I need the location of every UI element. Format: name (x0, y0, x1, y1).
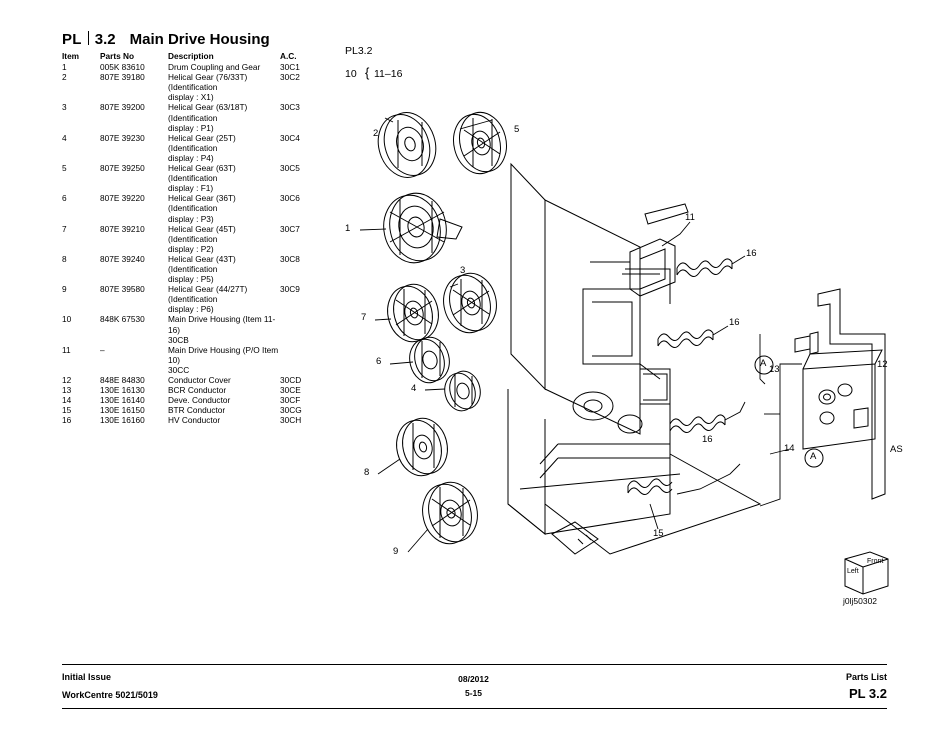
cell-ac (280, 345, 330, 365)
column-header-ac: A.C. (280, 51, 297, 61)
cell-description-line1: Helical Gear (45T) (Identification (168, 223, 236, 244)
cell-item: 3 (62, 102, 67, 113)
cell-description (168, 163, 280, 193)
cell-parts-no: 130E 16160 (100, 415, 145, 426)
cell-parts-no: 130E 16140 (100, 395, 145, 406)
cell-description-line1: Helical Gear (44/27T) (Identification (168, 284, 248, 305)
title-divider (88, 31, 89, 45)
orientation-label-front: Front (867, 558, 884, 565)
table-row (62, 314, 330, 334)
cell-ac: 30CE (280, 385, 301, 396)
exploded-view-diagram (340, 34, 910, 604)
cell-ac: 30C3 (280, 102, 300, 113)
cell-parts-no: 848E 84830 (100, 375, 145, 385)
cell-description-line1: Helical Gear (25T) (Identification (168, 132, 236, 153)
callout-8: 8 (364, 467, 370, 478)
cell-item: 4 (62, 132, 67, 143)
callout-7: 7 (361, 312, 367, 323)
cell-description-line1: Helical Gear (63/18T) (Identification (168, 102, 248, 123)
cell-parts-no: 807E 39220 (100, 193, 145, 204)
cell-item: 10 (62, 314, 72, 325)
cell-description (168, 102, 280, 132)
table-row-continuation (62, 365, 330, 375)
gear-5-art (447, 107, 512, 178)
cell-description: BCR Conductor (168, 385, 227, 396)
footer-rule-bottom (62, 708, 887, 709)
title-prefix: PL (62, 31, 82, 48)
column-header-item: Item (62, 51, 80, 61)
cell-description-line2: display : P5) (168, 274, 214, 285)
table-row-continuation (62, 335, 330, 345)
cell-description: Main Drive Housing (Item 11-16) (168, 314, 276, 335)
callout-16-low: 16 (702, 434, 713, 445)
diagram-artwork (340, 34, 910, 604)
cell-description: HV Conductor (168, 415, 221, 426)
callout-14: 14 (784, 443, 795, 454)
table-row (62, 385, 330, 395)
footer-page-number: 5-15 (464, 688, 482, 698)
cell-parts-no: 130E 16150 (100, 405, 145, 416)
cell-parts-no: 807E 39200 (100, 102, 145, 113)
orientation-label-left: Left (847, 568, 859, 575)
cell-item: 8 (62, 253, 67, 264)
callout-5: 5 (514, 124, 520, 135)
footer-issue: Initial Issue (62, 672, 112, 682)
callout-13: 13 (769, 364, 780, 375)
callout-11: 11 (685, 212, 695, 223)
cell-item: 6 (62, 193, 67, 204)
gear-7-art (382, 280, 444, 347)
cell-parts-no: 130E 16130 (100, 385, 145, 396)
cell-ac: 30C1 (280, 62, 300, 73)
item-11-bracket-art (630, 204, 688, 296)
cell-description: Drum Coupling and Gear (168, 62, 261, 73)
spring-16b-art (658, 330, 713, 348)
cell-parts-no: 848K 67530 (100, 314, 145, 325)
cell-item: 16 (62, 415, 72, 426)
cell-description-line2: display : P6) (168, 304, 214, 315)
main-drive-housing-art (508, 164, 760, 554)
table-header-row (62, 51, 330, 62)
spring-16c-art (670, 415, 725, 433)
table-row (62, 62, 330, 72)
cell-description (168, 224, 280, 254)
cell-ac-continuation: 30CB (168, 334, 189, 345)
cell-description: Main Drive Housing (P/O Item 10) (168, 344, 279, 365)
page-title (62, 30, 270, 48)
cell-description (168, 284, 280, 314)
cell-description-line2: display : P4) (168, 152, 214, 163)
table-row (62, 254, 330, 284)
cell-ac: 30C2 (280, 72, 300, 83)
callout-9: 9 (393, 546, 399, 557)
gear-9-art (416, 477, 483, 549)
cell-ac (280, 314, 330, 334)
cell-item: 7 (62, 223, 67, 234)
spring-16a-art (677, 259, 732, 277)
table-row (62, 133, 330, 163)
callout-12: 12 (877, 359, 888, 370)
cell-item: 5 (62, 163, 67, 174)
cell-description: Deve. Conductor (168, 395, 231, 406)
cell-ac: 30CH (280, 415, 302, 426)
cell-item: 2 (62, 72, 67, 83)
as-label: AS (890, 444, 903, 455)
cell-parts-no: 005K 83610 (100, 62, 145, 73)
callout-2: 2 (373, 128, 379, 139)
table-row (62, 193, 330, 223)
cell-description-line1: Helical Gear (43T) (Identification (168, 253, 236, 274)
gear-8-art (391, 414, 453, 481)
table-row (62, 395, 330, 405)
cell-ac: 30C8 (280, 253, 300, 264)
table-row (62, 163, 330, 193)
cell-description: BTR Conductor (168, 405, 226, 416)
callout-1: 1 (345, 223, 351, 234)
cell-parts-no: 807E 39240 (100, 253, 145, 264)
cell-item: 9 (62, 284, 67, 295)
group-brace: { (365, 65, 370, 80)
diagram-heading: PL3.2 (345, 45, 373, 57)
parts-table (62, 51, 330, 425)
cell-item: 14 (62, 395, 72, 406)
footer-date: 08/2012 (458, 674, 489, 684)
cell-parts-no: 807E 39180 (100, 72, 145, 83)
cell-ac: 30CF (280, 395, 301, 406)
table-row (62, 102, 330, 132)
cell-ac: 30CD (280, 375, 302, 385)
cell-description-line2: display : P2) (168, 243, 214, 254)
callout-3: 3 (460, 265, 466, 276)
gear-4-art (441, 368, 484, 414)
column-header-parts-no: Parts No (100, 51, 135, 61)
drawing-id: j0lj50302 (843, 596, 878, 606)
cell-description-line2: display : X1) (168, 92, 214, 103)
cell-description-line1: Helical Gear (63T) (Identification (168, 163, 236, 184)
column-header-description: Description (168, 51, 214, 61)
cell-description (168, 72, 280, 102)
table-row (62, 224, 330, 254)
cell-description: Conductor Cover (168, 375, 231, 385)
footer-rule-top (62, 664, 887, 665)
footer-model: WorkCentre 5021/5019 (62, 690, 158, 700)
cell-item: 11 (62, 344, 71, 355)
footer-section-code: PL 3.2 (848, 686, 887, 701)
cell-description-line1: Helical Gear (76/33T) (Identification (168, 72, 248, 93)
cell-parts-no: 807E 39580 (100, 284, 145, 295)
cell-parts-no: 807E 39250 (100, 163, 145, 174)
table-row (62, 345, 330, 365)
cell-description-line2: display : F1) (168, 183, 214, 194)
footer-section-label: Parts List (845, 672, 887, 682)
spring-15-art (628, 479, 672, 495)
cell-description-line1: Helical Gear (36T) (Identification (168, 193, 236, 214)
title-number: 3.2 (94, 31, 116, 48)
callout-4: 4 (411, 383, 417, 394)
table-row (62, 415, 330, 425)
callout-16-mid: 16 (729, 317, 740, 328)
cell-description (168, 193, 280, 223)
cell-parts-no: – (100, 344, 105, 355)
cell-description-line2: display : P3) (168, 213, 214, 224)
cell-parts-no: 807E 39230 (100, 132, 145, 143)
cell-ac: 30C4 (280, 132, 300, 143)
marker-a-label-1: A (760, 358, 767, 369)
gear-1-art (378, 188, 462, 268)
table-row (62, 284, 330, 314)
cell-ac: 30C5 (280, 163, 300, 174)
group-label: 10 (345, 68, 357, 80)
cell-item: 13 (62, 385, 72, 396)
cell-ac: 30CG (280, 405, 302, 416)
item-12-conductor-cover-art (803, 350, 882, 449)
table-row (62, 405, 330, 415)
gear-2-art (370, 106, 443, 184)
table-row (62, 375, 330, 385)
cell-ac: 30C9 (280, 284, 300, 295)
cell-ac: 30C6 (280, 193, 300, 204)
gear-3-art (438, 268, 503, 337)
cell-ac: 30C7 (280, 223, 300, 234)
cell-description (168, 254, 280, 284)
callout-6: 6 (376, 356, 382, 367)
cell-item: 15 (62, 405, 72, 416)
cell-description (168, 133, 280, 163)
cell-item: 1 (62, 62, 67, 73)
cell-parts-no: 807E 39210 (100, 223, 145, 234)
cell-description-line2: display : P1) (168, 122, 214, 133)
cell-ac-continuation: 30CC (168, 364, 190, 375)
callout-15: 15 (653, 528, 664, 539)
table-row (62, 72, 330, 102)
marker-a-label-2: A (810, 451, 817, 462)
group-range: 11–16 (374, 68, 403, 80)
cell-item: 12 (62, 375, 72, 385)
callout-16-top: 16 (746, 248, 757, 259)
title-text: Main Drive Housing (129, 31, 270, 48)
